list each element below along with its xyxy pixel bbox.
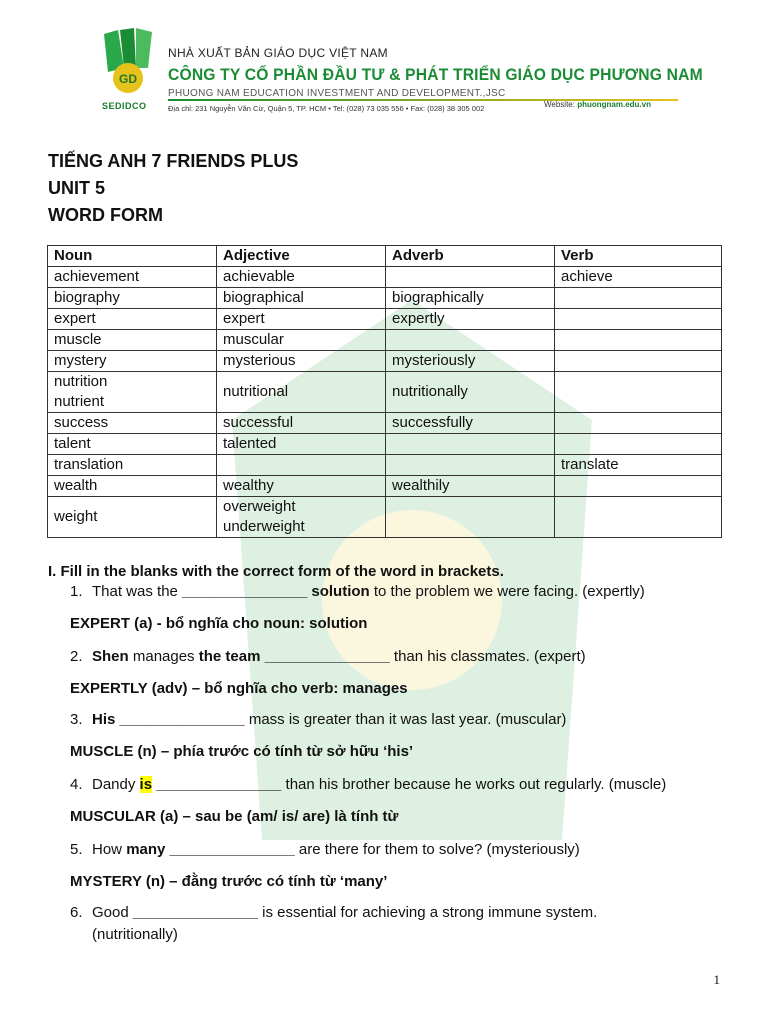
table-row: [48, 267, 722, 288]
course-title: TIẾNG ANH 7 FRIENDS PLUS: [48, 151, 299, 171]
answer-blank: _______________: [156, 776, 282, 793]
table-cell: [386, 330, 555, 351]
table-row: [48, 455, 722, 476]
highlighted-word: is: [139, 776, 153, 793]
col-adjective: Adjective: [217, 246, 386, 267]
table-cell: translate: [555, 455, 722, 476]
table-cell: nutrition nutrient: [48, 372, 217, 413]
table-cell: [386, 434, 555, 455]
table-cell: [555, 476, 722, 497]
table-cell: mysterious: [217, 351, 386, 372]
logo-wordmark: SEDIDCO: [102, 101, 147, 111]
company-english-name: PHUONG NAM EDUCATION INVESTMENT AND DEVELOPMENT.,JSC: [168, 88, 506, 99]
table-cell: biography: [48, 288, 217, 309]
table-cell: achievement: [48, 267, 217, 288]
table-cell: expert: [48, 309, 217, 330]
answer-blank: _______________: [132, 904, 259, 921]
table-cell: achievable: [217, 267, 386, 288]
answer-note-4: MUSCULAR (a) – sau be (am/ is/ are) là tính từ: [70, 808, 399, 825]
table-cell: [555, 434, 722, 455]
table-cell: mysteriously: [386, 351, 555, 372]
table-cell: muscle: [48, 330, 217, 351]
table-header-row: [48, 246, 722, 267]
table-cell: expert: [217, 309, 386, 330]
answer-blank: _______________: [119, 711, 245, 728]
col-verb: Verb: [555, 246, 722, 267]
question-6: 6. Good _______________ is essential for achieving a strong immune system. (nutritionally): [70, 904, 598, 943]
table-cell: [555, 288, 722, 309]
table-row: [48, 476, 722, 497]
question-1: 1. That was the _______________ solution to the problem we were facing. (expertly): [70, 583, 645, 600]
table-cell: biographically: [386, 288, 555, 309]
table-row: [48, 309, 722, 330]
table-cell: [386, 497, 555, 538]
col-adverb: Adverb: [386, 246, 555, 267]
table-row: [48, 372, 722, 413]
exercise-heading: I. Fill in the blanks with the correct form of the word in brackets.: [48, 563, 504, 580]
question-2: 2. Shen manages the team _______________ than his classmates. (expert): [70, 648, 586, 665]
table-cell: [217, 455, 386, 476]
table-cell: wealth: [48, 476, 217, 497]
table-cell: [555, 372, 722, 413]
document-titles: [48, 148, 298, 229]
table-cell: [386, 455, 555, 476]
answer-note-3: MUSCLE (n) – phía trước có tính từ sở hữu ‘his’: [70, 743, 414, 760]
table-cell: nutritionally: [386, 372, 555, 413]
table-row: [48, 288, 722, 309]
answer-blank: _______________: [182, 583, 308, 600]
question-3: 3. His _______________ mass is greater than it was last year. (muscular): [70, 711, 567, 728]
table-cell: translation: [48, 455, 217, 476]
company-address: Địa chỉ: 231 Nguyễn Văn Cừ, Quận 5, TP. HCM • Tel: (028) 73 035 556 • Fax: (028) 38 305 002: [168, 104, 485, 113]
table-cell: talented: [217, 434, 386, 455]
table-row: [48, 434, 722, 455]
table-cell: [555, 309, 722, 330]
table-cell: [555, 413, 722, 434]
table-cell: success: [48, 413, 217, 434]
table-cell: biographical: [217, 288, 386, 309]
table-cell: wealthy: [217, 476, 386, 497]
answer-note-2: EXPERTLY (adv) – bổ nghĩa cho verb: manages: [70, 680, 408, 697]
unit-title: UNIT 5: [48, 178, 106, 198]
table-cell: weight: [48, 497, 217, 538]
answer-blank: _______________: [264, 648, 390, 665]
table-row: [48, 497, 722, 538]
table-row: [48, 351, 722, 372]
col-noun: Noun: [48, 246, 217, 267]
answer-blank: _______________: [169, 841, 295, 858]
table-cell: talent: [48, 434, 217, 455]
table-cell: successfully: [386, 413, 555, 434]
table-row: [48, 330, 722, 351]
company-website: Website: phuongnam.edu.vn: [544, 100, 651, 109]
topic-title: WORD FORM: [48, 205, 163, 225]
word-form-table: [47, 245, 722, 538]
table-cell: muscular: [217, 330, 386, 351]
table-cell: expertly: [386, 309, 555, 330]
table-cell: successful: [217, 413, 386, 434]
answer-note-5: MYSTERY (n) – đằng trước có tính từ ‘many’: [70, 873, 388, 890]
table-cell: nutritional: [217, 372, 386, 413]
sedidco-logo-icon: [98, 28, 160, 112]
answer-note-1: EXPERT (a) - bổ nghĩa cho noun: solution: [70, 615, 368, 632]
publisher-name: NHÀ XUẤT BẢN GIÁO DỤC VIỆT NAM: [168, 46, 388, 60]
table-cell: mystery: [48, 351, 217, 372]
table-cell: [555, 351, 722, 372]
table-cell: [555, 497, 722, 538]
table-row: [48, 413, 722, 434]
svg-text:GD: GD: [119, 72, 137, 86]
publisher-header: [98, 28, 703, 114]
question-5: 5. How many _______________ are there for them to solve? (mysteriously): [70, 841, 580, 858]
table-cell: overweight underweight: [217, 497, 386, 538]
company-name: CÔNG TY CỔ PHẦN ĐẦU TƯ & PHÁT TRIỂN GIÁO DỤC PHƯƠNG NAM: [168, 65, 703, 84]
table-cell: [555, 330, 722, 351]
table-cell: achieve: [555, 267, 722, 288]
page-number: 1: [713, 972, 720, 987]
table-cell: [386, 267, 555, 288]
question-4: 4. Dandy is _______________ than his brother because he works out regularly. (muscle): [70, 776, 667, 793]
table-cell: wealthily: [386, 476, 555, 497]
